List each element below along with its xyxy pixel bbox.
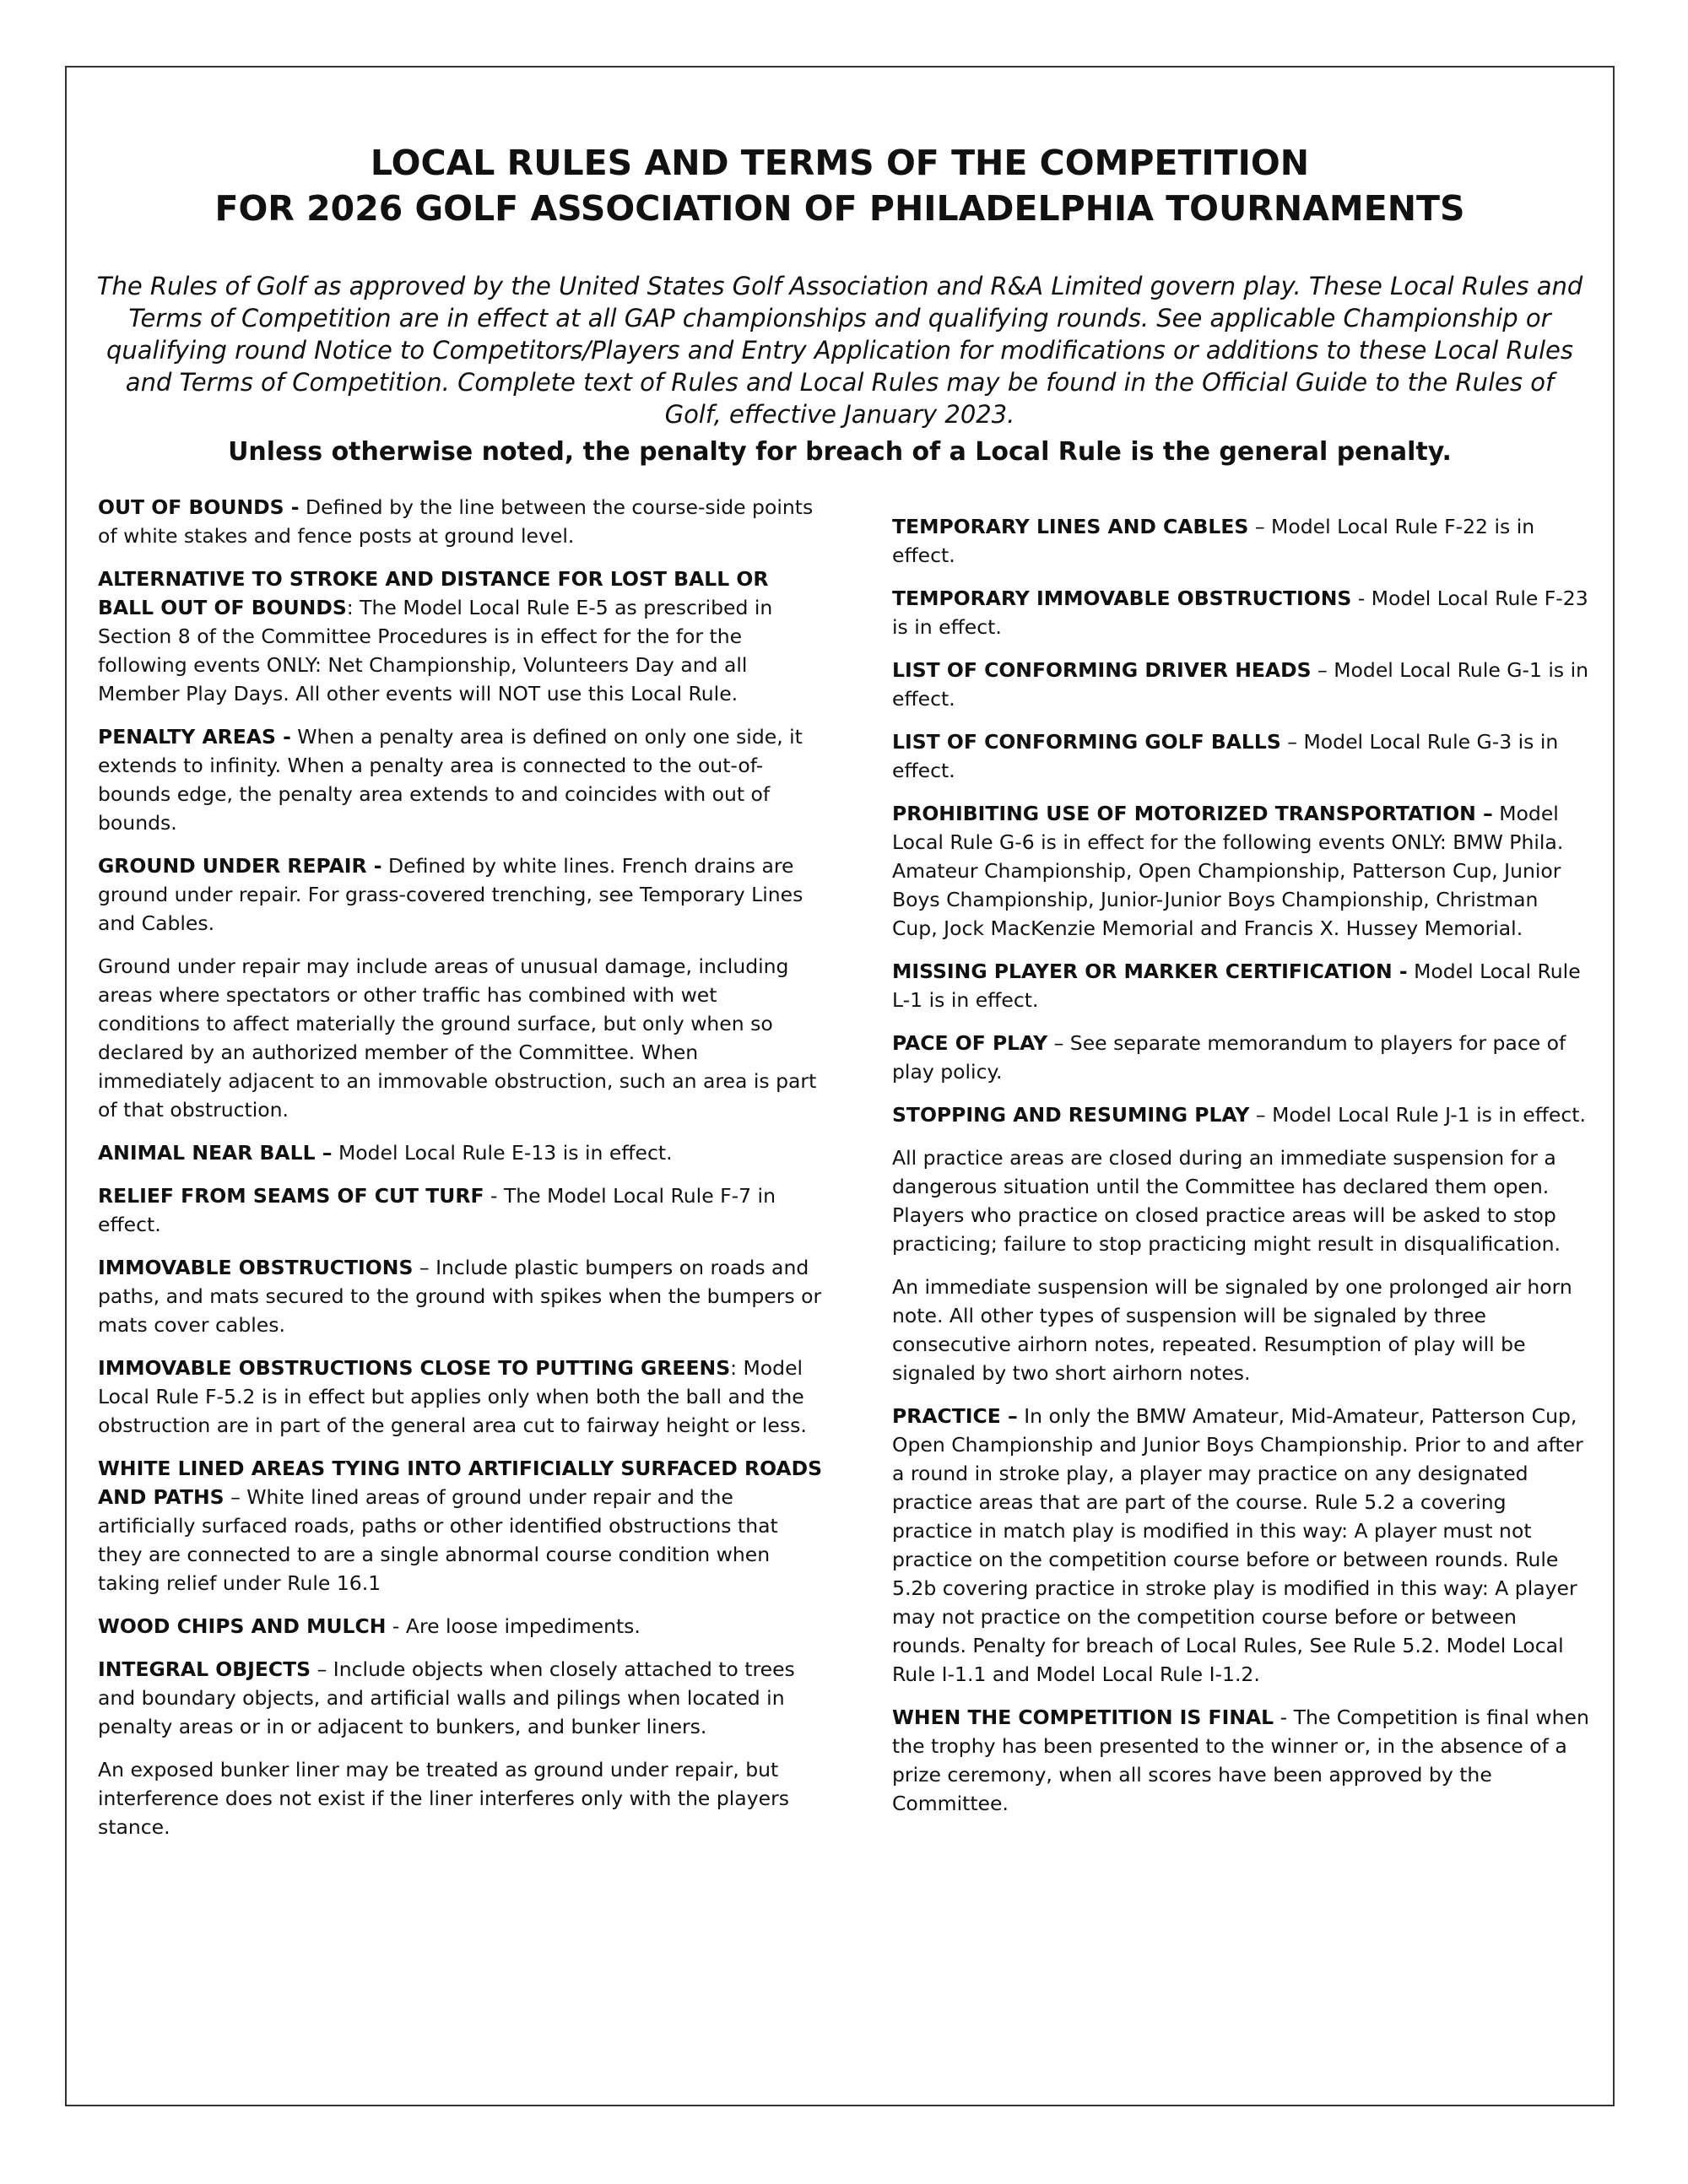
rule-text: Defined by white lines. French drains are ground under repair. For grass-covered trenching, see Temporary Lines and Cables. — [98, 854, 803, 935]
rule-text: Defined by the line between the course-side points of white stakes and fence posts at ground level. — [98, 495, 814, 548]
rule-heading: PRACTICE – — [892, 1404, 1018, 1428]
rule-item — [892, 1143, 1589, 1258]
rule-heading: ALTERNATIVE TO STROKE AND DISTANCE FOR LOST BALL OR BALL OUT OF BOUNDS — [98, 567, 769, 619]
rule-text: Ground under repair may include areas of unusual damage, including areas where spectators or other traffic has combined with wet conditions to affect materially the ground surface, but only when so declared by an authorized member of the Committee. When immediately adjacent to an immovable obstruction, such an area is part of that obstruction. — [98, 954, 817, 1122]
rule-item — [98, 1655, 824, 1741]
rule-item — [98, 1354, 824, 1440]
rule-text: – Model Local Rule F-22 is in effect. — [892, 515, 1535, 567]
rule-text: – See separate memorandum to players for pace of play policy. — [892, 1031, 1566, 1084]
rule-text: - The Model Local Rule F-7 in effect. — [98, 1184, 776, 1236]
rule-item — [892, 512, 1589, 570]
rule-item — [98, 1138, 824, 1167]
rule-text: – Model Local Rule G-1 is in effect. — [892, 658, 1589, 711]
right-column — [892, 512, 1589, 1832]
rule-text: All practice areas are closed during an immediate suspension for a dangerous situation until the Committee has declared them open. Players who practice on closed practice areas will be asked to stop practicing; failure to stop practicing might result in disqualification. — [892, 1146, 1561, 1256]
rule-heading: IMMOVABLE OBSTRUCTIONS — [98, 1256, 414, 1279]
rule-heading: ANIMAL NEAR BALL – — [98, 1141, 333, 1165]
rule-heading: STOPPING AND RESUMING PLAY — [892, 1103, 1250, 1127]
rule-text: – Include objects when closely attached to trees and boundary objects, and artificial walls and pilings when located in penalty areas or in or adjacent to bunkers, and bunker liners. — [98, 1657, 795, 1738]
rule-text: – Model Local Rule G-3 is in effect. — [892, 730, 1559, 782]
rule-item — [892, 656, 1589, 713]
rule-heading: WHITE LINED AREAS TYING INTO ARTIFICIALLY SURFACED ROADS AND PATHS — [98, 1457, 823, 1509]
title-line-1: LOCAL RULES AND TERMS OF THE COMPETITION — [370, 143, 1310, 183]
rule-text: Model Local Rule G-6 is in effect for the following events ONLY: BMW Phila. Amateur Championship, Open Championship, Patterson Cup, Junior Boys Championship, Junior-Junior Boys Championship, Christman Cup, Jock MacKenzie Memorial and Francis X. Hussey Memorial. — [892, 802, 1564, 940]
rule-text: – Model Local Rule J-1 is in effect. — [1249, 1103, 1586, 1127]
rule-item — [892, 584, 1589, 641]
rule-heading: INTEGRAL OBJECTS — [98, 1657, 311, 1681]
rule-item — [98, 952, 824, 1124]
rule-item — [892, 727, 1589, 785]
rule-item — [98, 722, 824, 837]
rule-heading: MISSING PLAYER OR MARKER CERTIFICATION - — [892, 960, 1408, 983]
rule-text: - The Competition is final when the trophy has been presented to the winner or, in the absence of a prize ceremony, when all scores have been approved by the Committee. — [892, 1706, 1589, 1815]
rule-item — [98, 1181, 824, 1239]
rule-text: An exposed bunker liner may be treated as ground under repair, but interference does not exist if the liner interferes only with the players stance. — [98, 1758, 789, 1839]
rule-text: : The Model Local Rule E-5 as prescribed in Section 8 of the Committee Procedures is in effect for the for the following events ONLY: Net Championship, Volunteers Day and all Member Play Days. All other events will NOT use this Local Rule. — [98, 596, 773, 705]
rule-item — [98, 565, 824, 708]
rule-text: – White lined areas of ground under repair and the artificially surfaced roads, paths or other identified obstructions that they are connected to are a single abnormal course condition when taking relief under Rule 16.1 — [98, 1485, 778, 1595]
rule-text: - Are loose impediments. — [386, 1614, 641, 1638]
rule-item — [892, 957, 1589, 1014]
rule-item — [892, 1703, 1589, 1818]
penalty-note: Unless otherwise noted, the penalty for breach of a Local Rule is the general penalty. — [228, 437, 1452, 467]
rule-item — [98, 1253, 824, 1339]
rule-item — [98, 1612, 824, 1641]
rule-item — [892, 1029, 1589, 1086]
intro-paragraph: The Rules of Golf as approved by the United States Golf Association and R&A Limited govern play. These Local Rules and Terms of Competition are in effect at all GAP championships and qualifying rounds. See applicable Championship or qualifying round Notice to Competitors/Players and Entry Application for modifications or additions to these Local Rules and Terms of Competition. Complete text of Rules and Local Rules may be found in the Official Guide to the Rules of Golf, effective January 2023. — [96, 272, 1583, 429]
rule-heading: LIST OF CONFORMING DRIVER HEADS — [892, 658, 1312, 682]
rule-heading: PROHIBITING USE OF MOTORIZED TRANSPORTATION – — [892, 802, 1493, 825]
left-column — [98, 493, 824, 1856]
rule-heading: GROUND UNDER REPAIR - — [98, 854, 382, 878]
rule-item — [98, 1755, 824, 1841]
rule-item — [892, 1273, 1589, 1387]
rule-heading: PENALTY AREAS - — [98, 725, 291, 749]
rule-item — [892, 799, 1589, 943]
title-line-2: FOR 2026 GOLF ASSOCIATION OF PHILADELPHIA TOURNAMENTS — [214, 188, 1465, 229]
rule-heading: WOOD CHIPS AND MULCH — [98, 1614, 387, 1638]
rule-heading: OUT OF BOUNDS - — [98, 495, 300, 519]
rule-item — [98, 493, 824, 550]
rule-text: An immediate suspension will be signaled by one prolonged air horn note. All other types of suspension will be signaled by three consecutive airhorn notes, repeated. Resumption of play will be signaled by two short airhorn notes. — [892, 1275, 1572, 1385]
rule-heading: IMMOVABLE OBSTRUCTIONS CLOSE TO PUTTING GREENS — [98, 1356, 731, 1380]
rule-heading: TEMPORARY IMMOVABLE OBSTRUCTIONS — [892, 587, 1352, 610]
rule-item — [98, 1454, 824, 1597]
rule-item — [98, 851, 824, 938]
document-title — [67, 140, 1613, 231]
rule-text: – Include plastic bumpers on roads and paths, and mats secured to the ground with spikes when the bumpers or mats cover cables. — [98, 1256, 822, 1337]
rule-text: In only the BMW Amateur, Mid-Amateur, Patterson Cup, Open Championship and Junior Boys Championship. Prior to and after a round in stroke play, a player may practice on any designated practice areas that are part of the course. Rule 5.2 a covering practice in match play is modified in this way: A player must not practice on the competition course before or between rounds. Rule 5.2b covering practice in stroke play is modified in this way: A player may not practice on the competition course before or between rounds. Penalty for breach of Local Rules, See Rule 5.2. Model Local Rule I-1.1 and Model Local Rule I-1.2. — [892, 1404, 1583, 1686]
rule-heading: WHEN THE COMPETITION IS FINAL — [892, 1706, 1274, 1729]
rule-heading: PACE OF PLAY — [892, 1031, 1048, 1055]
rule-heading: RELIEF FROM SEAMS OF CUT TURF — [98, 1184, 484, 1208]
rule-text: - Model Local Rule F-23 is in effect. — [892, 587, 1588, 639]
rule-text: When a penalty area is defined on only one side, it extends to infinity. When a penalty area is connected to the out-of-bounds edge, the penalty area extends to and coincides with out of bounds. — [98, 725, 803, 835]
rule-item — [892, 1100, 1589, 1129]
rule-heading: TEMPORARY LINES AND CABLES — [892, 515, 1249, 538]
rule-text: : Model Local Rule F-5.2 is in effect but applies only when both the ball and the obstruction are in part of the general area cut to fairway height or less. — [98, 1356, 807, 1437]
rule-item — [892, 1402, 1589, 1689]
page-frame — [65, 66, 1615, 2106]
rule-heading: LIST OF CONFORMING GOLF BALLS — [892, 730, 1281, 754]
rule-text: Model Local Rule L-1 is in effect. — [892, 960, 1581, 1012]
rule-text: Model Local Rule E-13 is in effect. — [332, 1141, 673, 1165]
